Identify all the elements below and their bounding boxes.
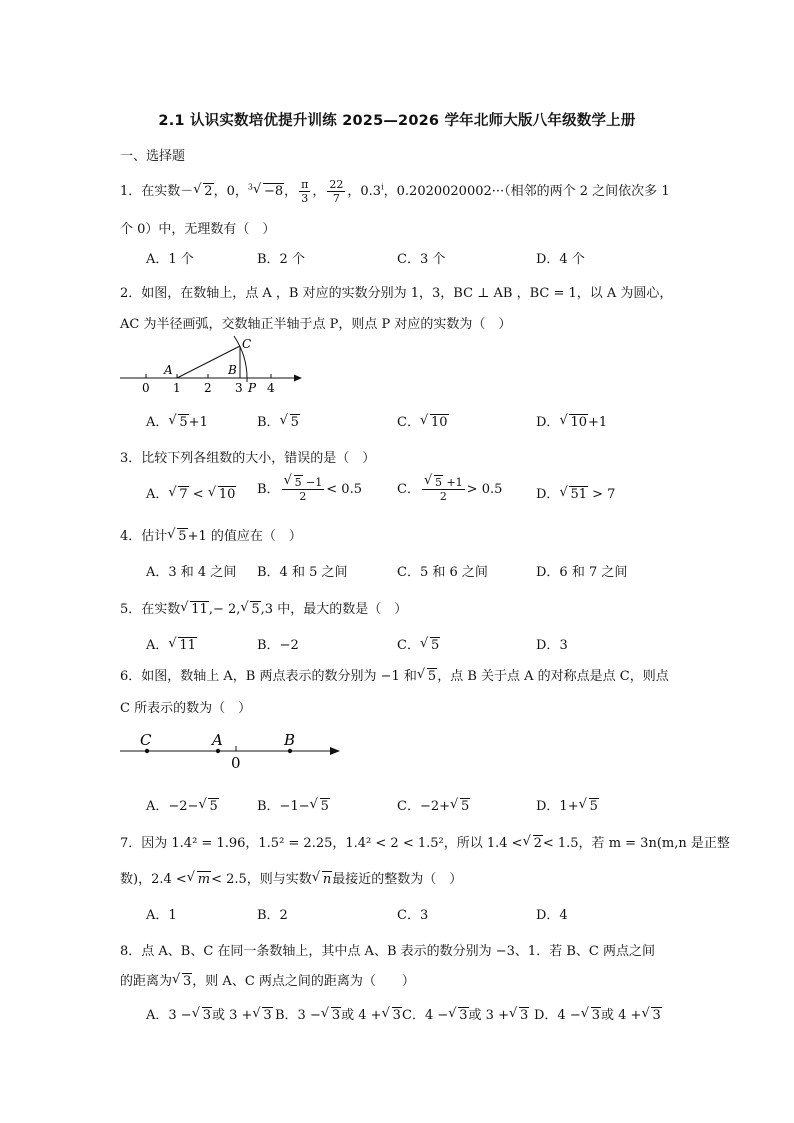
tick-label-3: 3 bbox=[235, 381, 243, 395]
tick-label-0: 0 bbox=[142, 381, 150, 395]
question-7-line-2: 数)，2.4 <√ m< 2.5，则与实数√ n最接近的整数为（ ） bbox=[120, 868, 462, 887]
q8-choice-a[interactable]: A．3 −√ 3或 3 +√ 3 bbox=[146, 1004, 273, 1023]
question-1-line-1: 1．在实数－√ 2，0，$^3$√ −8， $\frac{\pi}{3}$ ， $\frac{22}{7}$ ，0.3$^i$，0.2020020002···（相邻的两个 2 之间依次多 1 bbox=[120, 178, 670, 205]
question-8-line-2: 的距离为√ 3，则 A、C 两点之间的距离为（ ） bbox=[120, 970, 415, 989]
q8-choice-b[interactable]: B．3 −√ 3或 4 +√ 3 bbox=[275, 1004, 402, 1023]
q7-choice-d[interactable]: D．4 bbox=[536, 908, 568, 923]
q3-choice-d[interactable]: D．√ 51 > 7 bbox=[536, 483, 615, 502]
q7-choice-b[interactable]: B．2 bbox=[257, 908, 288, 923]
point-label-c: C bbox=[140, 731, 152, 749]
q2-number-line-figure bbox=[118, 332, 308, 396]
question-1-line-2: 个 0）中，无理数有（ ） bbox=[120, 222, 276, 237]
q4-choice-a[interactable]: A．3 和 4 之间 bbox=[146, 565, 237, 580]
q5-choice-c[interactable]: C．√ 5 bbox=[397, 634, 440, 653]
q7-choice-c[interactable]: C．3 bbox=[397, 908, 429, 923]
question-4-line-1: 4．估计√ 5+1 的值应在（ ） bbox=[120, 525, 302, 544]
question-8-line-1: 8．点 A、B、C 在同一条数轴上，其中点 A、B 表示的数分别为 −3、1．若 B、C 两点之间 bbox=[120, 944, 655, 959]
q2-choice-d[interactable]: D．√ 10+1 bbox=[536, 411, 607, 430]
q1-choice-b[interactable]: B．2 个 bbox=[257, 252, 305, 267]
q3-choice-c[interactable]: C． √ $\frac{5 +1}{2}$ > 0.5 bbox=[397, 476, 502, 503]
question-2-line-2: AC 为半径画弧，交数轴正半轴于点 P，则点 P 对应的实数为（ ） bbox=[120, 317, 512, 332]
point-label-c: C bbox=[242, 337, 252, 351]
q3-choice-a[interactable]: A．√ 7 < √ 10 bbox=[146, 483, 236, 502]
question-2-line-1: 2．如图，在数轴上，点 A ，B 对应的实数分别为 1，3，BC ⊥ AB ，BC = 1，以 A 为圆心， bbox=[120, 286, 673, 301]
q6-number-line-figure bbox=[118, 726, 348, 774]
q5-choice-b[interactable]: B．−2 bbox=[257, 638, 299, 653]
tick-label-4: 4 bbox=[267, 381, 275, 395]
point-label-b: B bbox=[284, 731, 296, 749]
q8-choice-d[interactable]: D．4 −√ 3或 4 +√ 3 bbox=[534, 1004, 662, 1023]
point-label-a: A bbox=[164, 363, 173, 377]
q1-choice-c[interactable]: C．3 个 bbox=[397, 252, 446, 267]
q6-choice-a[interactable]: A．−2−√ 5 bbox=[146, 795, 219, 814]
q1-choice-d[interactable]: D．4 个 bbox=[536, 252, 585, 267]
point-label-p: P bbox=[248, 381, 257, 395]
q2-choice-b[interactable]: B．√ 5 bbox=[257, 411, 300, 430]
question-3-line-1: 3．比较下列各组数的大小，错误的是（ ） bbox=[120, 451, 376, 466]
q6-choice-d[interactable]: D．1+√ 5 bbox=[536, 795, 599, 814]
q4-choice-c[interactable]: C．5 和 6 之间 bbox=[397, 565, 488, 580]
question-6-line-1: 6．如图，数轴上 A，B 两点表示的数分别为 −1 和√ 5，点 B 关于点 A 的对称点是点 C，则点 bbox=[120, 665, 669, 684]
tick-label-1: 1 bbox=[173, 381, 181, 395]
page-title: 2.1 认识实数培优提升训练 2025—2026 学年北师大版八年级数学上册 bbox=[158, 113, 636, 129]
q4-choice-b[interactable]: B．4 和 5 之间 bbox=[257, 565, 348, 580]
tick-label-2: 2 bbox=[204, 381, 212, 395]
q8-choice-c[interactable]: C．4 −√ 3或 3 +√ 3 bbox=[402, 1004, 529, 1023]
question-5-line-1: 5．在实数√ 11,− 2,√ 5,3 中，最大的数是（ ） bbox=[120, 598, 407, 617]
question-7-line-1: 7．因为 1.4² = 1.96，1.5² = 2.25，1.4² < 2 < 1.5²，所以 1.4 <√ 2< 1.5，若 m = 3n(m,n 是正整 bbox=[120, 832, 730, 851]
q6-choice-b[interactable]: B．−1−√ 5 bbox=[257, 795, 330, 814]
q7-choice-a[interactable]: A．1 bbox=[146, 908, 177, 923]
q2-choice-a[interactable]: A．√ 5+1 bbox=[146, 411, 208, 430]
q2-choice-c[interactable]: C．√ 10 bbox=[397, 411, 449, 430]
point-label-a: A bbox=[212, 731, 223, 749]
q1-choice-a[interactable]: A．1 个 bbox=[146, 252, 194, 267]
q6-choice-c[interactable]: C．−2+√ 5 bbox=[397, 795, 470, 814]
question-6-line-2: C 所表示的数为（ ） bbox=[120, 701, 252, 716]
section-heading: 一、选择题 bbox=[120, 149, 186, 164]
point-label-b: B bbox=[228, 363, 237, 377]
q3-choice-b[interactable]: B． √ $\frac{5 -1}{2}$ < 0.5 bbox=[257, 476, 362, 503]
q5-choice-d[interactable]: D．3 bbox=[536, 638, 568, 653]
origin-label: 0 bbox=[231, 754, 241, 772]
q5-choice-a[interactable]: A．√ 11 bbox=[146, 634, 197, 653]
q4-choice-d[interactable]: D．6 和 7 之间 bbox=[536, 565, 628, 580]
